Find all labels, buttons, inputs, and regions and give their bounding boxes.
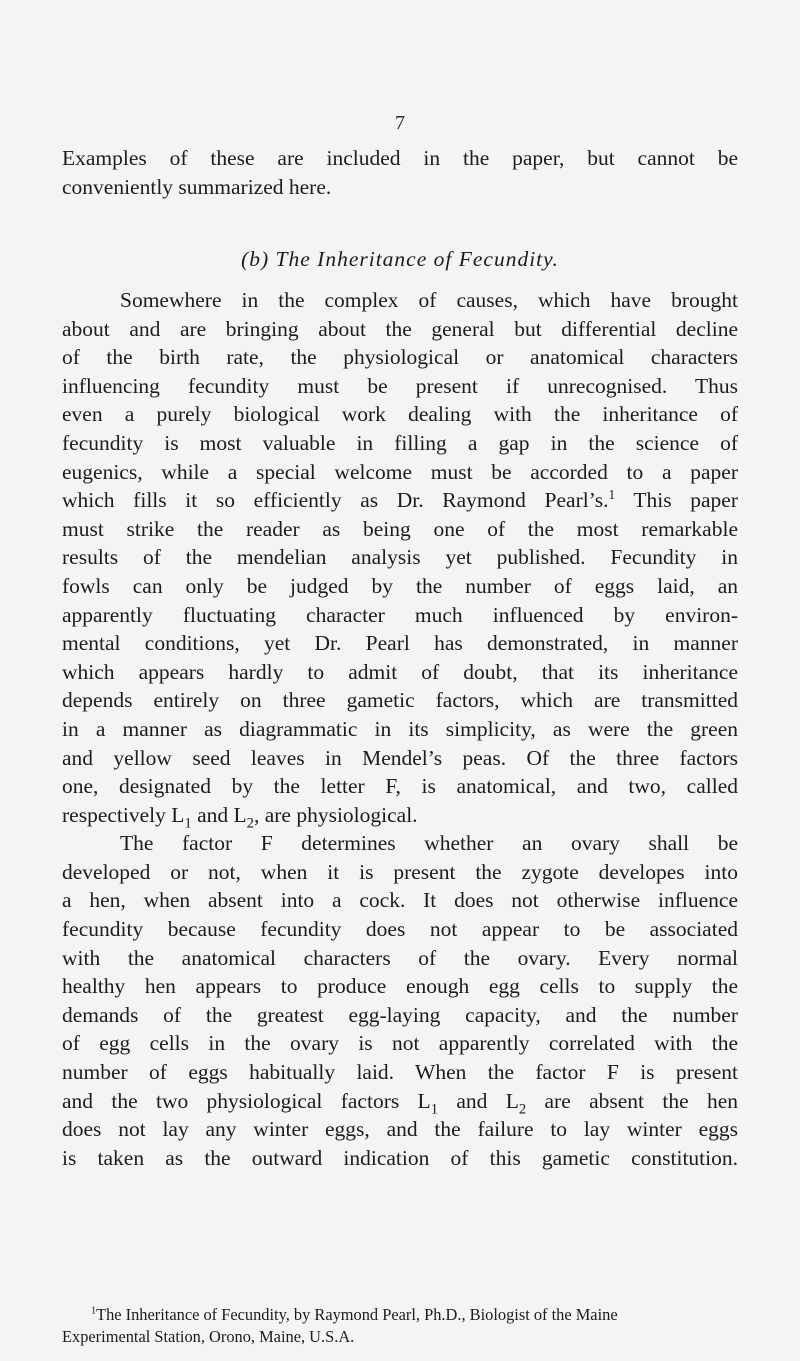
text-line: mental conditions, yet Dr. Pearl has demonstrated, in manner [62, 631, 738, 656]
text-line: a hen, when absent into a cock. It does not otherwise influence [62, 888, 738, 913]
text-line: results of the mendelian analysis yet published. Fecundity in [62, 545, 738, 570]
text-line: number of eggs habitually laid. When the factor F is present [62, 1060, 738, 1085]
text-line: healthy hen appears to produce enough egg cells to supply the [62, 974, 738, 999]
text-line: in a manner as diagrammatic in its simplicity, as were the green [62, 716, 738, 741]
text-line: influencing fecundity must be present if unrecognised. Thus [62, 373, 738, 398]
body-text [62, 286, 738, 1172]
text-segment: and the two physiological factors L [62, 1088, 431, 1113]
text-line: and yellow seed leaves in Mendel’s peas. Of the three factors [62, 745, 738, 770]
text-line: fowls can only be judged by the number of eggs laid, an [62, 573, 738, 598]
text-line: fecundity because fecundity does not appear to be associated [62, 917, 738, 942]
text-line [62, 801, 738, 830]
text-line [62, 1087, 738, 1116]
subscript: 1 [184, 814, 192, 831]
text-line: with the anatomical characters of the ovary. Every normal [62, 945, 738, 970]
text-line: of egg cells in the ovary is not apparently correlated with the [62, 1031, 738, 1056]
subscript: 2 [518, 1100, 527, 1117]
text-line [62, 486, 738, 515]
text-line: depends entirely on three gametic factors, which are transmitted [62, 688, 738, 713]
text-line: Examples of these are included in the paper, but cannot be [62, 146, 738, 170]
subscript: 2 [246, 814, 254, 831]
text-line: fecundity is most valuable in filling a gap in the science of [62, 430, 738, 455]
text-segment: and L [191, 802, 247, 827]
intro-paragraph [62, 144, 738, 201]
text-segment: respectively L [62, 802, 185, 827]
footnote-line: Experimental Station, Orono, Maine, U.S.A. [62, 1327, 355, 1346]
footnote-reference: 1 [608, 487, 616, 502]
text-segment: , are physiological. [253, 802, 418, 827]
text-line: developed or not, when it is present the zygote developes into [62, 859, 738, 884]
text-line: of the birth rate, the physiological or anatomical characters [62, 345, 738, 370]
text-line: must strike the reader as being one of the most remarkable [62, 516, 738, 541]
text-segment: which fills it so efficiently as Dr. Raymond Pearl’s. [62, 488, 609, 513]
text-line: is taken as the outward indication of this gametic constitution. [62, 1145, 738, 1170]
section-heading: (b) The Inheritance of Fecundity. [241, 247, 559, 271]
footnote-text: The Inheritance of Fecundity, by Raymond Pearl, Ph.D., Biologist of the Maine [96, 1305, 618, 1324]
text-line: one, designated by the letter F, is anatomical, and two, called [62, 774, 738, 799]
text-line: The factor F determines whether an ovary shall be [120, 831, 738, 856]
text-line: apparently fluctuating character much influenced by environ- [62, 602, 738, 627]
text-line: demands of the greatest egg-laying capacity, and the number [62, 1002, 738, 1027]
footnote [62, 1304, 738, 1348]
footnote-line [62, 1304, 738, 1326]
text-segment: This paper [615, 488, 738, 513]
page-number: 7 [395, 112, 405, 134]
text-line: does not lay any winter eggs, and the failure to lay winter eggs [62, 1117, 738, 1142]
text-line: about and are bringing about the general but differential decline [62, 316, 738, 341]
subscript: 1 [430, 1100, 439, 1117]
text-line: eugenics, while a special welcome must be accorded to a paper [62, 459, 738, 484]
text-line: Somewhere in the complex of causes, which have brought [120, 288, 738, 312]
text-line: conveniently summarized here. [62, 174, 332, 199]
footnote-marker: 1 [91, 1305, 97, 1317]
text-line: which appears hardly to admit of doubt, that its inheritance [62, 659, 738, 684]
text-segment: and L [438, 1088, 519, 1113]
text-line: even a purely biological work dealing with the inheritance of [62, 402, 738, 427]
text-segment: are absent the hen [526, 1088, 738, 1113]
